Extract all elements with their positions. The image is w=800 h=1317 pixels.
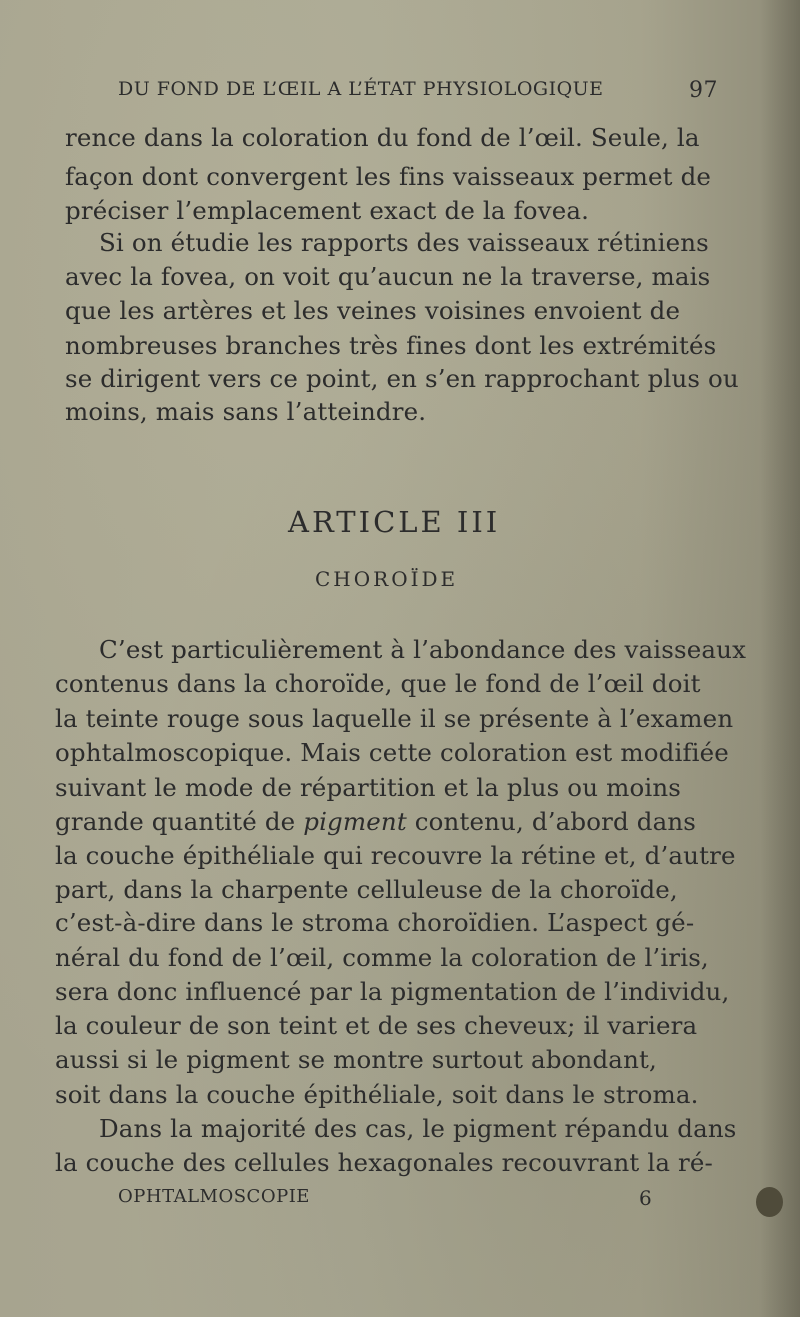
text-line: c’est-à-dire dans le stroma choroïdien. L’aspect gé-	[55, 908, 695, 937]
ink-stain	[756, 1187, 783, 1217]
text-run: contenu, d’abord dans	[406, 807, 696, 836]
text-line: C’est particulièrement à l’abondance des vaisseaux	[99, 635, 747, 664]
signature-mark: OPHTALMOSCOPIE	[118, 1186, 310, 1207]
text-line: contenus dans la choroïde, que le fond de l’œil doit	[55, 669, 701, 698]
running-head	[118, 78, 718, 108]
text-line: la teinte rouge sous laquelle il se présente à l’examen	[55, 704, 734, 733]
text-line: aussi si le pigment se montre surtout abondant,	[55, 1045, 657, 1074]
text-line: Dans la majorité des cas, le pigment répandu dans	[99, 1114, 737, 1143]
text-line: la couche épithéliale qui recouvre la rétine et, d’autre	[55, 841, 736, 870]
text-line: la couleur de son teint et de ses cheveux; il variera	[55, 1011, 698, 1040]
text-line: façon dont convergent les fins vaisseaux permet de	[65, 162, 712, 191]
text-line: suivant le mode de répartition et la plus ou moins	[55, 773, 681, 802]
text-line: que les artères et les veines voisines envoient de	[65, 296, 681, 325]
text-line: rence dans la coloration du fond de l’œil. Seule, la	[65, 123, 700, 152]
text-line: Si on étudie les rapports des vaisseaux rétiniens	[99, 228, 709, 257]
text-line: part, dans la charpente celluleuse de la choroïde,	[55, 875, 678, 904]
text-line: se dirigent vers ce point, en s’en rapprochant plus ou	[65, 364, 739, 393]
text-run: grande quantité de	[55, 807, 304, 836]
running-head-title: DU FOND DE L’ŒIL A L’ÉTAT PHYSIOLOGIQUE	[118, 78, 604, 100]
text-line: sera donc influencé par la pigmentation de l’individu,	[55, 977, 730, 1006]
emphasis-pigment: pigment	[303, 807, 407, 836]
text-line	[55, 806, 696, 838]
signature-number: 6	[639, 1186, 652, 1210]
text-line: ophtalmoscopique. Mais cette coloration est modifiée	[55, 738, 729, 767]
text-line: la couche des cellules hexagonales recouvrant la ré-	[55, 1148, 713, 1177]
text-line: moins, mais sans l’atteindre.	[65, 397, 427, 426]
article-heading: ARTICLE III	[288, 505, 501, 539]
text-line: avec la fovea, on voit qu’aucun ne la traverse, mais	[65, 262, 711, 291]
text-line: préciser l’emplacement exact de la fovea.	[65, 196, 590, 225]
text-line: nombreuses branches très fines dont les extrémités	[65, 331, 717, 360]
page-number: 97	[689, 78, 718, 103]
page-edge-shadow	[760, 0, 800, 1317]
section-subheading: CHOROÏDE	[315, 567, 459, 591]
text-line: néral du fond de l’œil, comme la coloration de l’iris,	[55, 943, 709, 972]
text-line: soit dans la couche épithéliale, soit dans le stroma.	[55, 1080, 699, 1109]
